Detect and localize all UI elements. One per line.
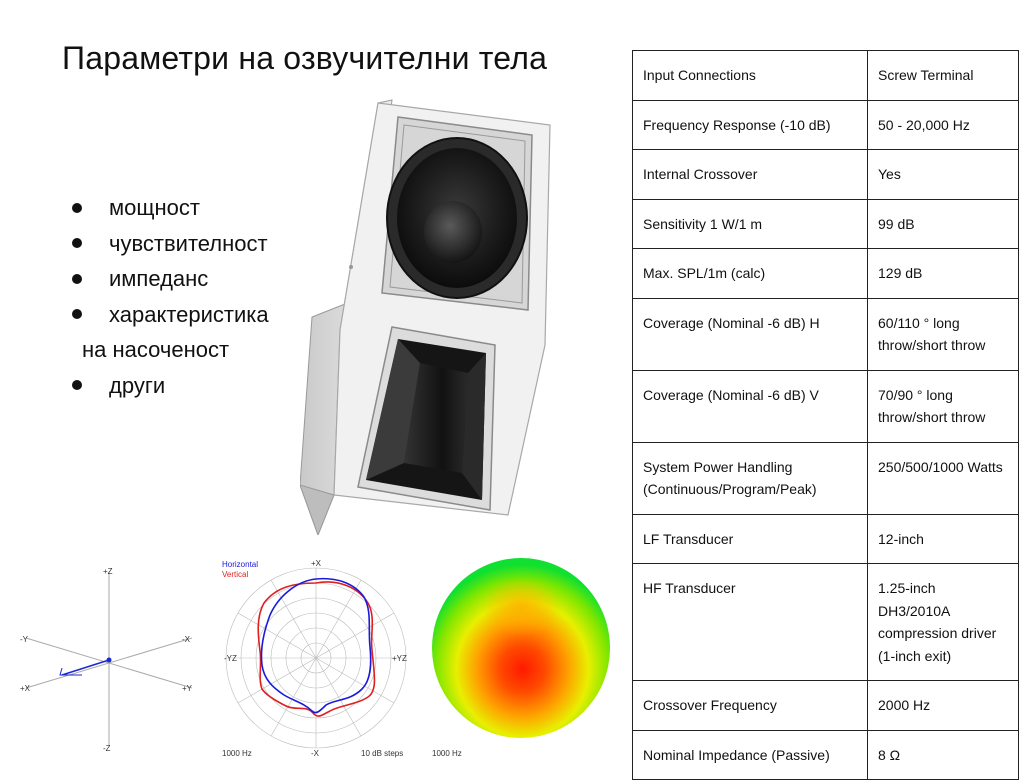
bullet-text: мощност: [109, 195, 200, 220]
legend-horizontal: Horizontal: [222, 560, 259, 569]
bullet-text: други: [109, 372, 166, 398]
axis-label-pos-z: +Z: [103, 567, 113, 576]
value-cell: 60/110 ° long throw/short throw: [868, 298, 1019, 370]
polar-right-label: +YZ: [392, 654, 407, 663]
value-cell: 12-inch: [868, 514, 1019, 564]
bullet-text: характеристика: [109, 301, 269, 327]
woofer-dust-cap: [424, 201, 482, 263]
bullet-item: [72, 190, 269, 226]
axis-label-pos-y: +Y: [182, 684, 193, 693]
value-cell: 70/90 ° long throw/short throw: [868, 370, 1019, 442]
value-cell: Yes: [868, 150, 1019, 200]
specifications-table: [632, 50, 1019, 780]
table-row: [633, 681, 1019, 731]
param-cell: Coverage (Nominal -6 dB) V: [633, 370, 868, 442]
legend-vertical: Vertical: [222, 570, 249, 579]
axis-label-neg-x: -X: [182, 635, 190, 644]
polar-freq-label: 1000 Hz: [222, 749, 252, 758]
table-row: [633, 249, 1019, 299]
origin-point: [107, 658, 112, 663]
value-cell: 2000 Hz: [868, 681, 1019, 731]
axis-label-pos-x: +X: [20, 684, 31, 693]
bullet-item: [72, 297, 269, 333]
value-cell: Screw Terminal: [868, 51, 1019, 101]
polar-steps-label: 10 dB steps: [361, 749, 404, 758]
param-cell: System Power Handling (Continuous/Program/Peak): [633, 442, 868, 514]
param-cell: Input Connections: [633, 51, 868, 101]
bullet-dot-icon: [72, 309, 82, 319]
vertical-response-curve: [258, 582, 374, 716]
value-cell: 99 dB: [868, 199, 1019, 249]
param-cell: LF Transducer: [633, 514, 868, 564]
table-row: [633, 370, 1019, 442]
param-cell: HF Transducer: [633, 564, 868, 681]
value-cell: 129 dB: [868, 249, 1019, 299]
value-cell: 8 Ω: [868, 730, 1019, 780]
polar-grid: [226, 568, 406, 748]
orientation-vector: [62, 660, 109, 675]
polar-top-label: +X: [311, 559, 322, 568]
param-cell: Frequency Response (-10 dB): [633, 100, 868, 150]
axis-diagram: [14, 560, 204, 760]
table-row: [633, 514, 1019, 564]
bullet-dot-icon: [72, 203, 82, 213]
bullet-continuation: на насоченост: [82, 337, 230, 362]
param-cell: Max. SPL/1m (calc): [633, 249, 868, 299]
table-row: [633, 100, 1019, 150]
param-cell: Sensitivity 1 W/1 m: [633, 199, 868, 249]
value-cell: 1.25-inch DH3/2010A compression driver (1-inch exit): [868, 564, 1019, 681]
table-row: [633, 150, 1019, 200]
value-cell: 50 - 20,000 Hz: [868, 100, 1019, 150]
table-row: [633, 442, 1019, 514]
table-row: [633, 199, 1019, 249]
bullet-dot-icon: [72, 380, 82, 390]
bullet-dot-icon: [72, 238, 82, 248]
bullet-list: [72, 190, 269, 403]
balloon-freq-label: 1000 Hz: [432, 749, 462, 758]
bullet-item: [72, 368, 269, 404]
bullet-item: [72, 226, 269, 262]
bullet-dot-icon: [72, 274, 82, 284]
polar-plot: [218, 555, 414, 760]
table-row: [633, 298, 1019, 370]
table-row: [633, 564, 1019, 681]
bullet-text: импеданс: [109, 266, 209, 291]
bullet-text: чувствителност: [109, 230, 268, 256]
balloon-heatmap: [430, 555, 615, 760]
slide-title: Параметри на озвучителни тела: [62, 40, 548, 76]
polar-bottom-label: -X: [311, 749, 319, 758]
param-cell: Nominal Impedance (Passive): [633, 730, 868, 780]
bullet-item: [72, 261, 269, 297]
value-cell: 250/500/1000 Watts: [868, 442, 1019, 514]
loudspeaker-image: [300, 95, 560, 535]
axis-label-neg-z: -Z: [103, 744, 111, 753]
param-cell: Coverage (Nominal -6 dB) H: [633, 298, 868, 370]
param-cell: Internal Crossover: [633, 150, 868, 200]
mount-hole: [349, 265, 353, 269]
table-row: [633, 730, 1019, 780]
polar-left-label: -YZ: [224, 654, 237, 663]
table-row: [633, 51, 1019, 101]
param-cell: Crossover Frequency: [633, 681, 868, 731]
axis-label-neg-y: -Y: [20, 635, 28, 644]
